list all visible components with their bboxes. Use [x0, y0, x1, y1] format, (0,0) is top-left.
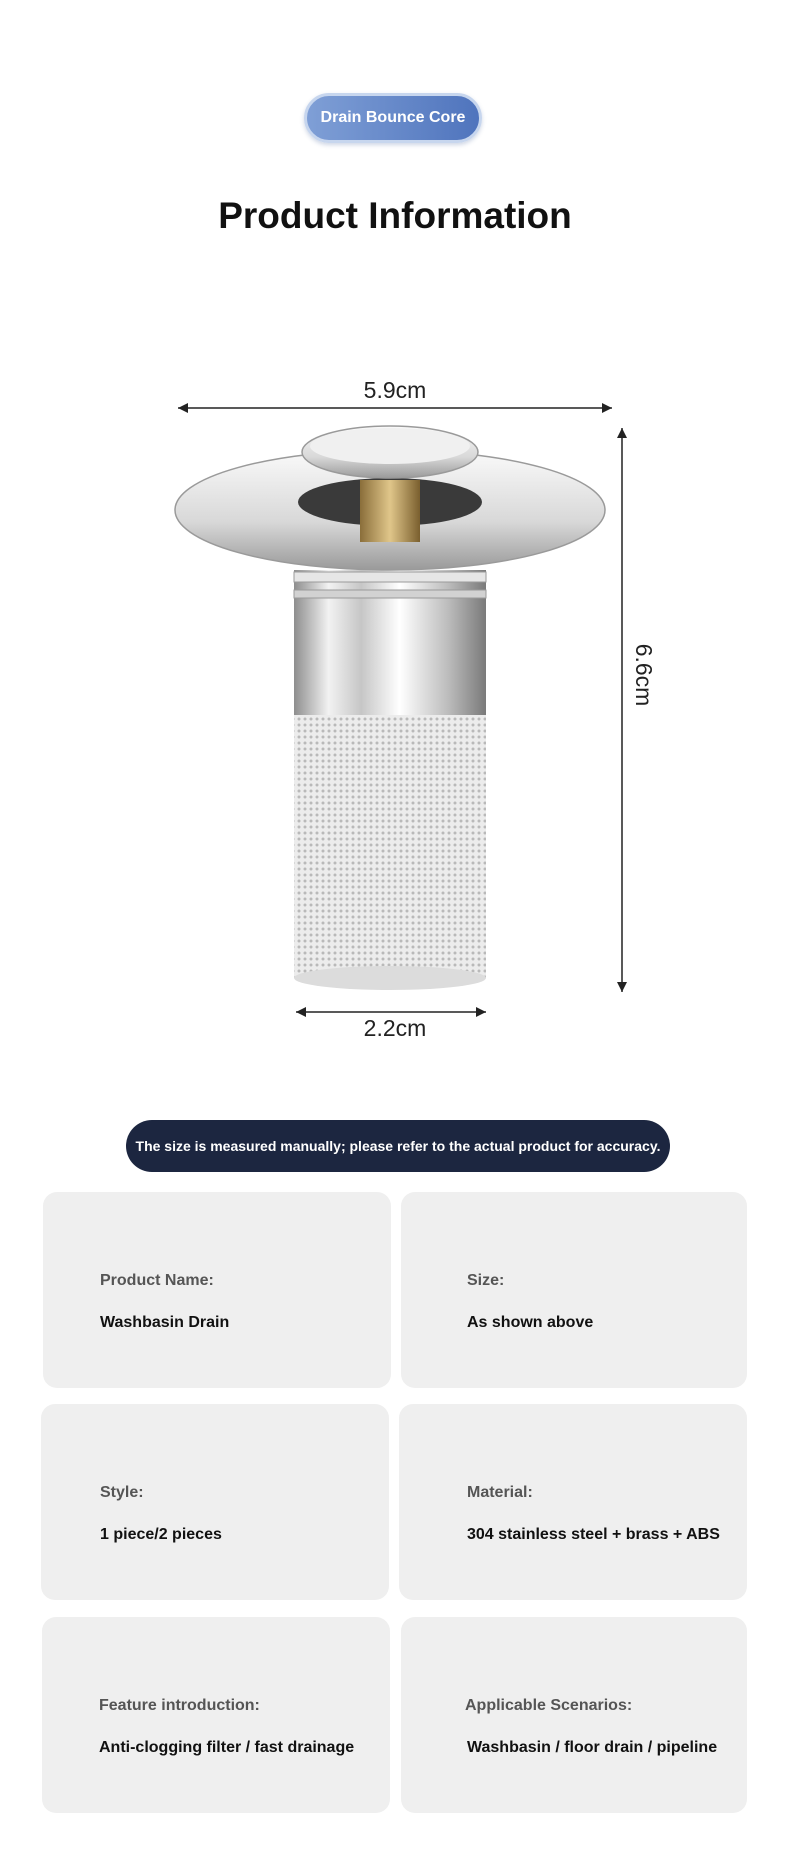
brass-core — [360, 480, 420, 542]
arrow-right-icon — [476, 1007, 486, 1017]
spec-card-features — [42, 1617, 390, 1813]
spec-card-style — [41, 1404, 389, 1600]
arrow-down-icon — [617, 982, 627, 992]
spec-value: Washbasin / floor drain / pipeline — [467, 1739, 718, 1756]
spec-label: Size: — [467, 1272, 505, 1289]
arrow-left-icon — [296, 1007, 306, 1017]
spec-card-material — [399, 1404, 747, 1600]
spec-label: Product Name: — [100, 1272, 214, 1289]
arrow-up-icon — [617, 428, 627, 438]
filter-mesh — [294, 710, 486, 978]
spec-card-size — [401, 1192, 747, 1388]
page-title: Product Information — [218, 195, 572, 236]
spec-value: 304 stainless steel + brass + ABS — [467, 1526, 720, 1543]
category-badge: Drain Bounce Core — [304, 93, 482, 143]
product-image — [170, 377, 657, 1041]
arrow-left-icon — [178, 403, 188, 413]
spec-label: Style: — [100, 1484, 144, 1501]
arrow-right-icon — [602, 403, 612, 413]
spec-value: Anti-clogging filter / fast drainage — [99, 1739, 355, 1756]
spec-value: As shown above — [467, 1314, 594, 1331]
measurement-notice: The size is measured manually; please refer to the actual product for accuracy. — [126, 1120, 670, 1172]
spec-value: 1 piece/2 pieces — [100, 1526, 222, 1543]
top-width-label: 5.9cm — [363, 377, 427, 403]
height-label: 6.6cm — [631, 643, 657, 707]
spec-card-scenarios — [401, 1617, 747, 1813]
spec-card-product-name — [43, 1192, 391, 1388]
spec-label: Applicable Scenarios: — [465, 1697, 633, 1714]
spec-label: Material: — [467, 1484, 533, 1501]
spec-value: Washbasin Drain — [100, 1314, 230, 1331]
bottom-width-label: 2.2cm — [363, 1015, 427, 1041]
spec-label: Feature introduction: — [99, 1697, 260, 1714]
